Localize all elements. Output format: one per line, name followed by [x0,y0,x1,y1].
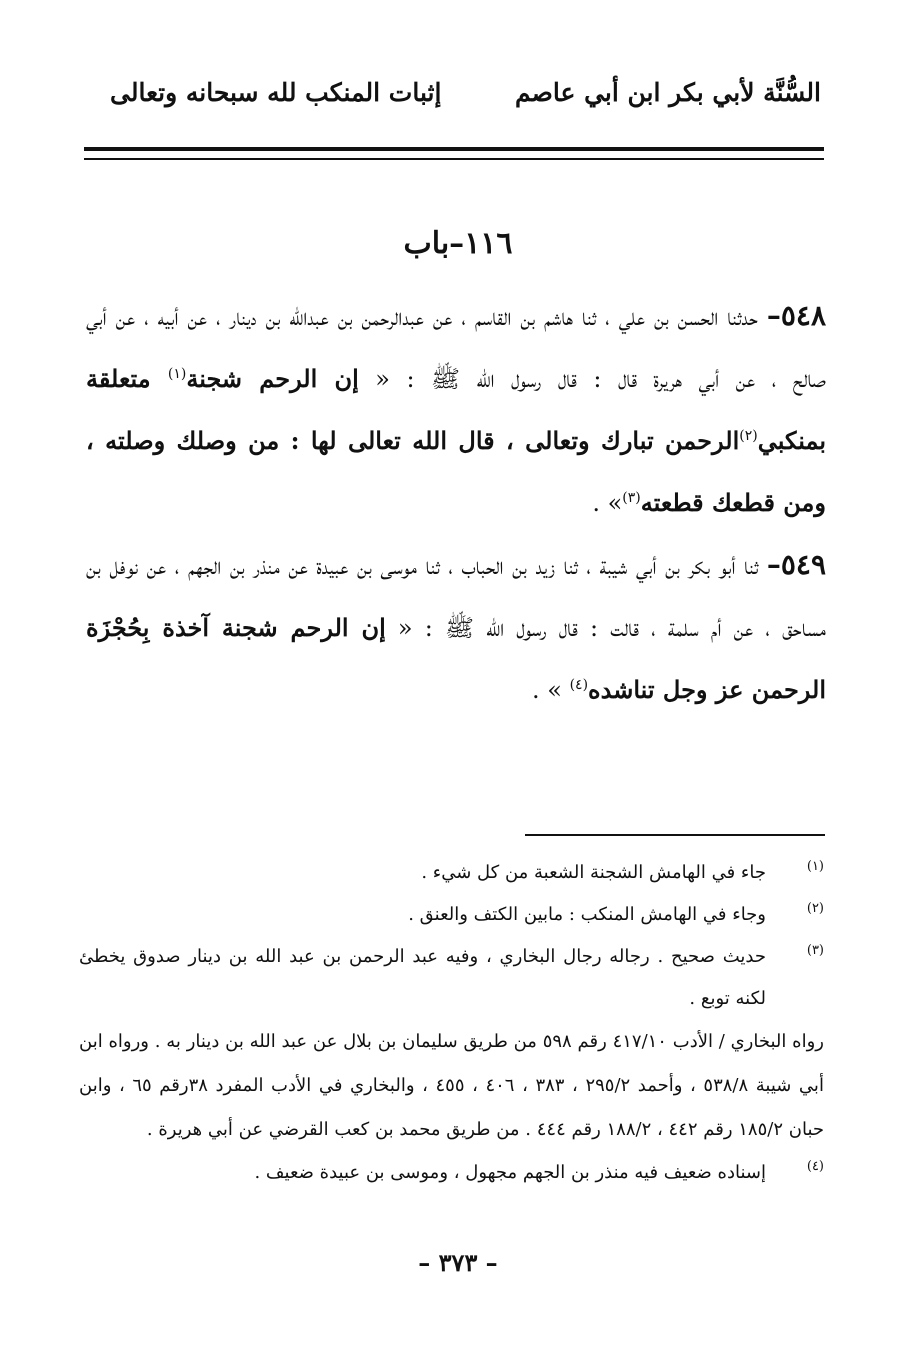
section-title: إثبات المنكب لله سبحانه وتعالى [110,78,442,107]
hadith-closing: » . [592,489,623,517]
footnote [79,852,824,894]
footnote-text: حديث صحيح . رجاله رجال البخاري ، وفيه عبد الرحمن بن عبد الله بن دينار صدوق يخطئ لكنه توبع . [79,946,766,1009]
footnote-separator [525,834,825,836]
hadith-number: ٥٤٩– [766,548,826,581]
book-title: السُّنَّة لأبي بكر ابن أبي عاصم [514,78,821,107]
footnote [79,936,824,1020]
footnote-mark: (٢) [806,901,824,916]
footnote-mark: (١) [806,859,824,874]
main-text [86,285,826,721]
hadith-matn: الرحمن تبارك وتعالى ، قال الله تعالى لها : من وصلك وصلته ، ومن قطعك قطعته [86,426,826,517]
hadith-matn: إن الرحم شجنة [186,364,359,393]
footnote-text: وجاء في الهامش المنكب : مابين الكتف والعنق . [408,904,766,925]
footnotes [79,852,824,1194]
footnote-ref[interactable]: (٤) [569,677,589,693]
footnote-mark: (٣) [806,943,824,958]
chapter-heading: ١١٦–باب [403,226,513,261]
hadith-matn: متعلقة بمنكبي [86,364,826,455]
hadith-closing: » . [532,676,570,704]
footnote-mark: (٤) [806,1159,824,1174]
footnote-continuation: رواه البخاري / الأدب ٤١٧/١٠ رقم ٥٩٨ من طريق سليمان بن بلال عن عبد الله بن دينار به . ورواه ابن أبي شيبة ٥٣٨/٨ ، وأحمد ٢٩٥/٢ ، ٣٨٣ ، ٤٠٦ ، ٤٥٥ ، والبخاري في الأدب المفرد ٣٨رقم ٦٥ ، وابن حبان ١٨٥/٢ رقم ٤٤٢ ، ١٨٨/٢ رقم ٤٤٤ . من طريق محمد بن كعب القرضي عن أبي هريرة . [79,1031,824,1140]
footnote-ref[interactable]: (١) [167,366,187,382]
header-rule-thin [84,158,824,160]
footnote-text: جاء في الهامش الشجنة الشعبة من كل شيء . [421,862,766,883]
page-number: – ٣٧٣ – [418,1248,498,1277]
header-rule-thick [84,147,824,151]
running-header [110,78,821,118]
footnote [79,1152,824,1194]
footnote [79,894,824,936]
hadith-548 [86,285,826,534]
footnote-ref[interactable]: (٣) [622,490,641,506]
hadith-matn: إن الرحم شجنة آخذة بِحُجْزَة الرحمن عز وجل تناشده [86,613,826,704]
hadith-isnad: ثنا أبو بكر بن أبي شيبة ، ثنا زيد بن الحباب ، ثنا موسى بن عبيدة عن منذر بن الجهم ، عن نوفل بن مساحق ، عن أم سلمة ، قالت : قال رسول الله ﷺ : « [86,552,826,642]
footnote-ref[interactable]: (٢) [739,428,758,444]
hadith-number: ٥٤٨– [766,299,826,332]
footnote-text: إسناده ضعيف فيه منذر بن الجهم مجهول ، وموسى بن عبيدة ضعيف . [254,1162,766,1183]
hadith-isnad: حدثنا الحسن بن علي ، ثنا هاشم بن القاسم ، عن عبدالرحمن بن عبدالله بن دينار ، عن أبيه ، عن أبي صالح ، عن أبي هريرة قال : قال رسول الله ﷺ : « [86,303,827,393]
hadith-549 [86,534,826,721]
